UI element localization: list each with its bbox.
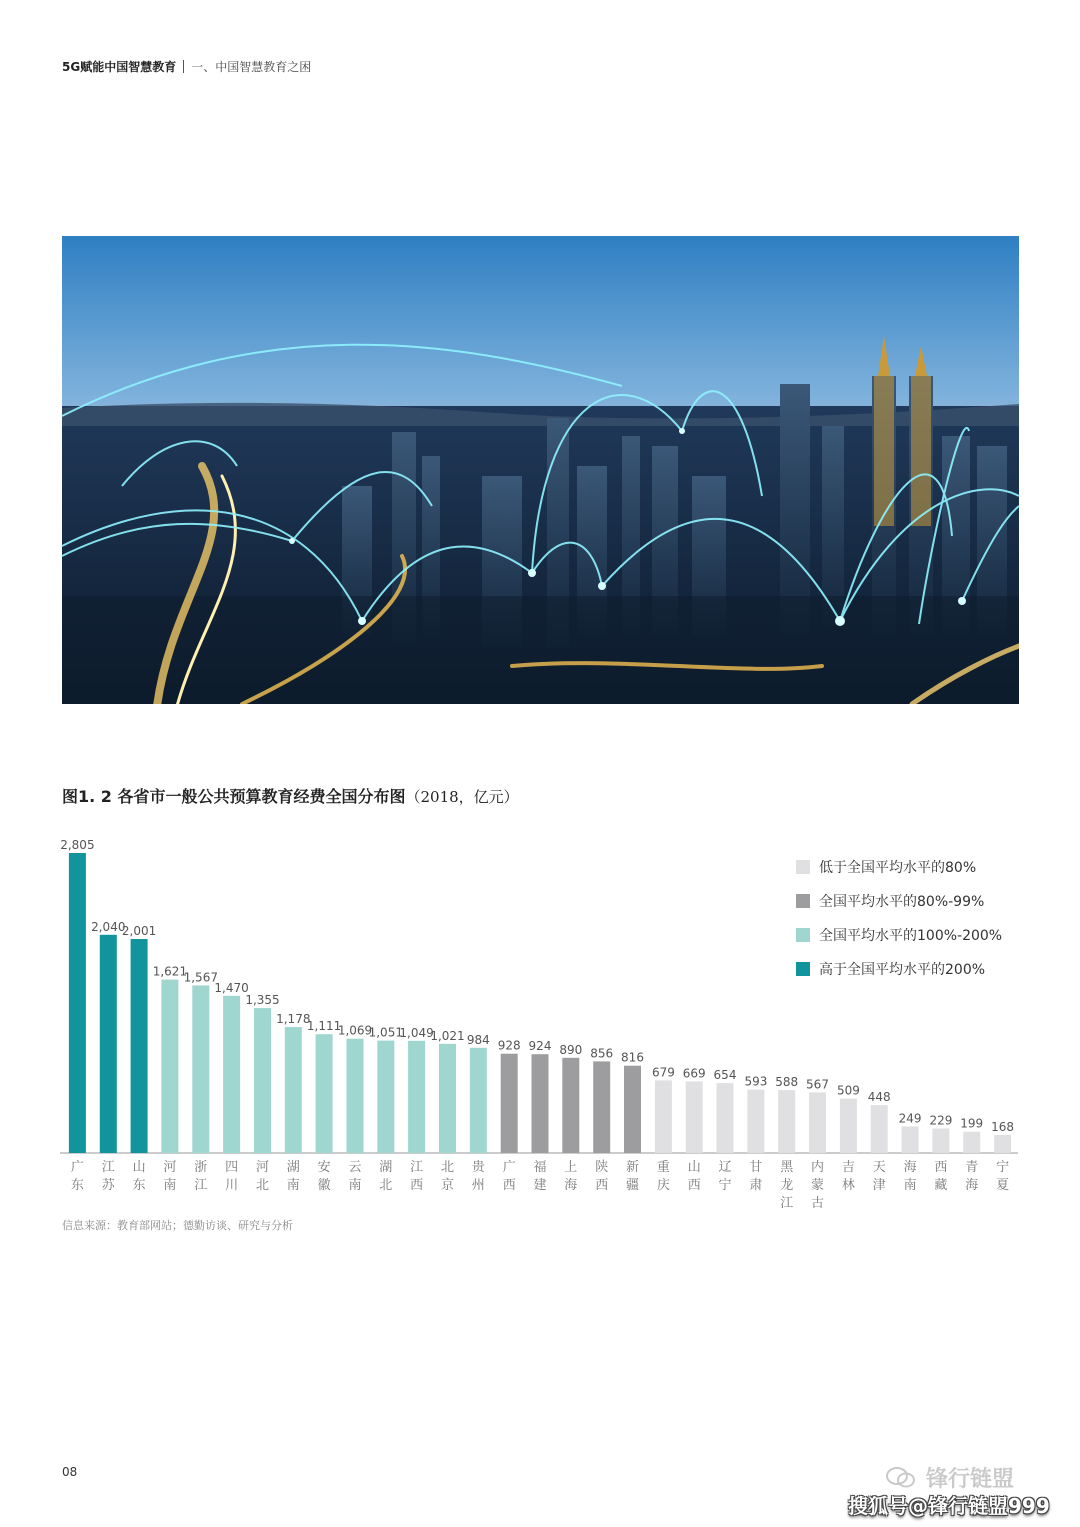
bar-value-label-7: 1,355 (245, 993, 280, 1008)
bar-28 (902, 1126, 919, 1153)
category-label-30: 青海 (965, 1160, 979, 1193)
bar-value-label-8: 1,178 (276, 1012, 311, 1026)
bar-31 (994, 1135, 1011, 1153)
bar-5 (192, 985, 209, 1153)
category-label-1: 广东 (70, 1160, 84, 1193)
bar-25 (809, 1092, 826, 1153)
bar-value-label-12: 1,049 (399, 1025, 434, 1040)
bar-value-label-2: 2,040 (91, 919, 126, 934)
category-label-7: 河北 (255, 1160, 270, 1193)
bar-value-label-4: 1,621 (152, 964, 188, 979)
bar-12 (408, 1041, 425, 1153)
figure-title (62, 784, 519, 807)
bar-value-label-31: 168 (991, 1120, 1015, 1134)
category-label-24: 黑龙江 (780, 1160, 794, 1211)
bar-value-label-23: 593 (744, 1074, 768, 1089)
bar-value-label-24: 588 (775, 1075, 799, 1090)
bar-value-label-14: 984 (466, 1032, 490, 1047)
chart-legend (796, 850, 1002, 986)
bar-15 (501, 1054, 518, 1153)
legend-item-100-200 (796, 918, 1002, 952)
category-label-25: 内蒙古 (810, 1160, 825, 1211)
legend-item-below-80 (796, 850, 1002, 884)
legend-swatch-80-99 (796, 894, 810, 908)
bar-23 (747, 1090, 764, 1153)
bar-value-label-26: 509 (836, 1083, 860, 1098)
category-label-26: 吉林 (841, 1160, 855, 1193)
bar-27 (871, 1105, 888, 1153)
bar-24 (778, 1090, 795, 1153)
bar-value-label-3: 2,001 (121, 924, 157, 938)
bar-value-label-27: 448 (867, 1090, 891, 1105)
category-label-21: 山西 (687, 1160, 701, 1193)
category-label-12: 江西 (410, 1160, 424, 1193)
bar-18 (593, 1061, 610, 1153)
bar-17 (562, 1058, 579, 1153)
figure-title-unit: （2018，亿元） (405, 788, 519, 806)
category-label-4: 河南 (163, 1160, 177, 1193)
bar-9 (316, 1034, 333, 1153)
city-skyline-illustration (62, 236, 1019, 704)
bar-11 (377, 1041, 394, 1153)
source-note: 信息来源：教育部网站；德勤访谈、研究与分析 (62, 1219, 293, 1232)
category-label-14: 贵州 (471, 1160, 485, 1193)
bar-value-label-25: 567 (806, 1077, 829, 1092)
legend-label-100-200: 全国平均水平的100%-200% (819, 928, 1003, 944)
figure-title-text: 图1. 2 各省市一般公共预算教育经费全国分布图 (62, 787, 406, 806)
legend-swatch-above-200 (796, 962, 810, 976)
bar-value-label-16: 924 (528, 1039, 552, 1054)
bar-26 (840, 1099, 857, 1153)
bar-8 (285, 1027, 302, 1153)
bar-22 (717, 1083, 734, 1153)
legend-label-above-200: 高于全国平均水平的200% (819, 962, 986, 978)
bar-value-label-29: 229 (929, 1113, 953, 1128)
bar-21 (686, 1081, 703, 1153)
legend-label-80-99: 全国平均水平的80%-99% (819, 894, 985, 910)
bar-value-label-22: 654 (713, 1068, 737, 1083)
category-label-17: 上海 (564, 1160, 578, 1193)
category-label-28: 海南 (903, 1160, 917, 1193)
bar-1 (69, 853, 86, 1153)
category-label-3: 山东 (132, 1160, 146, 1193)
header-section: 一、中国智慧教育之困 (191, 60, 312, 74)
city-skyline-photo (62, 236, 1019, 704)
category-label-11: 湖北 (379, 1160, 393, 1193)
bar-value-label-9: 1,111 (306, 1019, 342, 1034)
bar-29 (932, 1129, 949, 1154)
bar-30 (963, 1132, 980, 1153)
legend-label-below-80: 低于全国平均水平的80% (819, 860, 977, 876)
bar-13 (439, 1044, 456, 1153)
legend-item-above-200 (796, 952, 1002, 986)
bar-16 (532, 1054, 549, 1153)
bar-value-label-17: 890 (559, 1042, 583, 1057)
bar-20 (655, 1080, 672, 1153)
category-label-20: 重庆 (656, 1160, 670, 1193)
bar-2 (100, 935, 117, 1153)
bar-14 (470, 1048, 487, 1153)
category-label-31: 宁夏 (996, 1160, 1010, 1193)
chat-bubble-icon (886, 1467, 916, 1489)
category-label-13: 北京 (440, 1160, 455, 1193)
legend-item-80-99 (796, 884, 1002, 918)
bar-value-label-5: 1,567 (183, 970, 218, 985)
legend-swatch-100-200 (796, 928, 810, 942)
bar-value-label-11: 1,051 (368, 1025, 403, 1040)
bar-19 (624, 1066, 641, 1153)
category-label-10: 云南 (348, 1160, 362, 1193)
category-label-8: 湖南 (286, 1160, 300, 1193)
category-label-2: 江苏 (101, 1160, 115, 1193)
bar-value-label-10: 1,069 (337, 1023, 373, 1038)
bar-value-label-1: 2,805 (60, 838, 95, 852)
category-label-22: 辽宁 (718, 1160, 732, 1193)
header-divider (183, 60, 184, 73)
bar-value-label-13: 1,021 (430, 1028, 465, 1043)
category-label-6: 四川 (225, 1160, 239, 1193)
bar-value-label-19: 816 (621, 1050, 644, 1065)
category-label-15: 广西 (502, 1160, 516, 1193)
bar-value-label-6: 1,470 (214, 980, 249, 995)
bar-4 (161, 980, 178, 1153)
running-header (62, 58, 311, 75)
bar-value-label-28: 249 (898, 1111, 922, 1126)
bar-6 (223, 996, 240, 1153)
watermark-brand (886, 1462, 1014, 1493)
bar-7 (254, 1008, 271, 1153)
bar-value-label-21: 669 (682, 1066, 706, 1081)
category-label-29: 西藏 (934, 1160, 948, 1193)
category-label-16: 福建 (533, 1160, 547, 1193)
header-brand: 5G赋能中国智慧教育 (62, 60, 177, 74)
bar-3 (131, 939, 148, 1153)
category-label-23: 甘肃 (749, 1160, 763, 1193)
category-label-9: 安徽 (317, 1160, 331, 1193)
category-label-19: 新疆 (625, 1160, 640, 1193)
bar-value-label-30: 199 (960, 1116, 984, 1131)
legend-swatch-below-80 (796, 860, 810, 874)
bar-10 (347, 1039, 364, 1153)
page-number: 08 (62, 1465, 78, 1479)
watermark-account: 搜狐号@锋行链盟999 (848, 1494, 1050, 1518)
watermark-brand-text: 锋行链盟 (926, 1467, 1015, 1492)
bar-value-label-20: 679 (651, 1065, 675, 1080)
category-label-18: 陕西 (595, 1160, 609, 1193)
bar-value-label-15: 928 (497, 1038, 521, 1053)
category-label-27: 天津 (872, 1160, 886, 1193)
category-label-5: 浙江 (194, 1160, 208, 1193)
bar-value-label-18: 856 (590, 1046, 614, 1061)
